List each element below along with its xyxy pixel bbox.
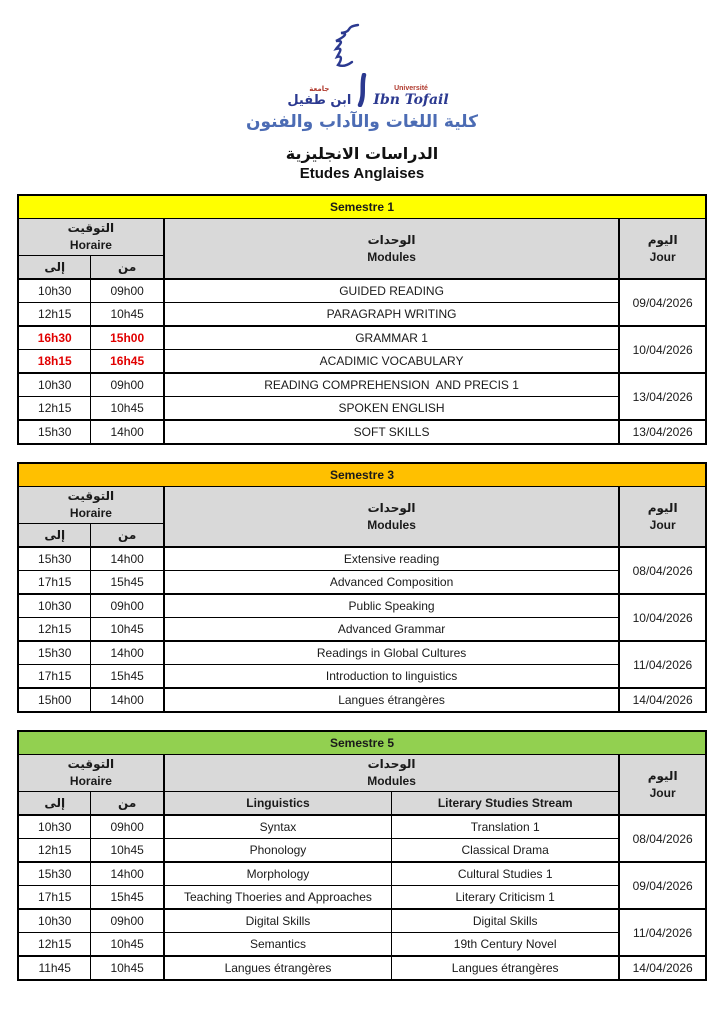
- page-title-french: Etudes Anglaises: [299, 165, 425, 182]
- col-header-horaire: التوقيت Horaire: [18, 487, 164, 524]
- time-to-cell: 15h00: [18, 688, 91, 712]
- module-cell: Translation 1: [392, 815, 620, 839]
- col-header-to: إلى: [18, 524, 91, 548]
- time-from-cell: 09h00: [91, 815, 164, 839]
- time-from-cell: 15h00: [91, 326, 164, 350]
- col-header-from: من: [91, 524, 164, 548]
- module-cell: 19th Century Novel: [392, 933, 620, 957]
- time-from-cell: 09h00: [91, 279, 164, 303]
- time-from-cell: 15h45: [91, 571, 164, 595]
- time-from-cell: 14h00: [91, 688, 164, 712]
- time-from-cell: 14h00: [91, 641, 164, 665]
- time-to-cell: 11h45: [18, 956, 91, 980]
- logo-universite-label: Université: [394, 85, 428, 92]
- col-header-jour: اليوم Jour: [619, 487, 706, 548]
- time-to-cell: 10h30: [18, 815, 91, 839]
- time-from-cell: 16h45: [91, 350, 164, 374]
- logo-ibn-tofail-script: Ibn Tofail: [373, 92, 449, 108]
- page-title-arabic: الدراسات الانجليزية: [285, 144, 439, 163]
- module-cell: Phonology: [164, 839, 392, 863]
- module-cell: GRAMMAR 1: [164, 326, 619, 350]
- module-cell: Langues étrangères: [164, 688, 619, 712]
- module-cell: READING COMPREHENSION AND PRECIS 1: [164, 373, 619, 397]
- module-cell: Semantics: [164, 933, 392, 957]
- time-from-cell: 14h00: [91, 547, 164, 571]
- module-cell: ACADIMIC VOCABULARY: [164, 350, 619, 374]
- logo-wordmark: [6, 73, 724, 107]
- date-cell: 11/04/2026: [619, 909, 706, 956]
- logo-arabic-name: [287, 86, 351, 107]
- module-cell: Classical Drama: [392, 839, 620, 863]
- semester-schedules: [0, 194, 724, 981]
- time-from-cell: 09h00: [91, 594, 164, 618]
- col-header-jour: اليوم Jour: [619, 755, 706, 816]
- col-header-to: إلى: [18, 792, 91, 816]
- semester-title: Semestre 5: [18, 731, 706, 755]
- logo-latin-name: [373, 85, 448, 107]
- module-cell: GUIDED READING: [164, 279, 619, 303]
- time-to-cell: 18h15: [18, 350, 91, 374]
- col-header-horaire: التوقيت Horaire: [18, 219, 164, 256]
- logo-alif-stroke-icon: [356, 73, 368, 107]
- time-to-cell: 15h30: [18, 641, 91, 665]
- schedule-table-semestre-5: [17, 730, 707, 981]
- time-from-cell: 10h45: [91, 839, 164, 863]
- logo-ibn-tofail-arabic: ابن طفيل: [287, 93, 352, 108]
- time-to-cell: 17h15: [18, 571, 91, 595]
- date-cell: 14/04/2026: [619, 956, 706, 980]
- col-header-from: من: [91, 792, 164, 816]
- module-cell: Introduction to linguistics: [164, 665, 619, 689]
- col-header-horaire: التوقيت Horaire: [18, 755, 164, 792]
- time-to-cell: 15h30: [18, 547, 91, 571]
- module-cell: Digital Skills: [164, 909, 392, 933]
- date-cell: 09/04/2026: [619, 862, 706, 909]
- module-cell: Extensive reading: [164, 547, 619, 571]
- time-from-cell: 10h45: [91, 397, 164, 421]
- time-from-cell: 10h45: [91, 303, 164, 327]
- date-cell: 13/04/2026: [619, 420, 706, 444]
- time-to-cell: 10h30: [18, 909, 91, 933]
- semester-title: Semestre 3: [18, 463, 706, 487]
- col-header-modules: الوحدات Modules: [164, 219, 619, 280]
- date-cell: 11/04/2026: [619, 641, 706, 688]
- date-cell: 08/04/2026: [619, 547, 706, 594]
- module-cell: Readings in Global Cultures: [164, 641, 619, 665]
- date-cell: 13/04/2026: [619, 373, 706, 420]
- module-cell: PARAGRAPH WRITING: [164, 303, 619, 327]
- time-to-cell: 15h30: [18, 862, 91, 886]
- time-to-cell: 10h30: [18, 279, 91, 303]
- time-to-cell: 10h30: [18, 594, 91, 618]
- module-cell: Public Speaking: [164, 594, 619, 618]
- time-from-cell: 10h45: [91, 956, 164, 980]
- time-to-cell: 16h30: [18, 326, 91, 350]
- col-header-stream-2: Literary Studies Stream: [392, 792, 620, 816]
- time-to-cell: 12h15: [18, 397, 91, 421]
- time-from-cell: 14h00: [91, 862, 164, 886]
- col-header-to: إلى: [18, 256, 91, 280]
- module-cell: Advanced Composition: [164, 571, 619, 595]
- time-to-cell: 17h15: [18, 665, 91, 689]
- module-cell: Advanced Grammar: [164, 618, 619, 642]
- date-cell: 08/04/2026: [619, 815, 706, 862]
- logo-calligraphy-icon: [324, 22, 368, 72]
- time-from-cell: 15h45: [91, 665, 164, 689]
- col-header-modules: الوحدات Modules: [164, 487, 619, 548]
- module-cell: Langues étrangères: [164, 956, 392, 980]
- date-cell: 10/04/2026: [619, 594, 706, 641]
- time-from-cell: 10h45: [91, 618, 164, 642]
- col-header-from: من: [91, 256, 164, 280]
- module-cell: SPOKEN ENGLISH: [164, 397, 619, 421]
- col-header-modules: الوحدات Modules: [164, 755, 619, 792]
- module-cell: Digital Skills: [392, 909, 620, 933]
- module-cell: Teaching Thoeries and Approaches: [164, 886, 392, 910]
- time-to-cell: 15h30: [18, 420, 91, 444]
- module-cell: Langues étrangères: [392, 956, 620, 980]
- time-from-cell: 15h45: [91, 886, 164, 910]
- time-to-cell: 12h15: [18, 933, 91, 957]
- module-cell: Morphology: [164, 862, 392, 886]
- col-header-stream-1: Linguistics: [164, 792, 392, 816]
- time-to-cell: 12h15: [18, 839, 91, 863]
- schedule-table-semestre-3: [17, 462, 707, 713]
- date-cell: 09/04/2026: [619, 279, 706, 326]
- time-from-cell: 09h00: [91, 373, 164, 397]
- col-header-jour: اليوم Jour: [619, 219, 706, 280]
- date-cell: 10/04/2026: [619, 326, 706, 373]
- time-from-cell: 14h00: [91, 420, 164, 444]
- time-to-cell: 10h30: [18, 373, 91, 397]
- logo-jamia-label: جامعة: [309, 85, 330, 93]
- university-logo: [0, 22, 724, 132]
- module-cell: Literary Criticism 1: [392, 886, 620, 910]
- time-to-cell: 12h15: [18, 618, 91, 642]
- schedule-table-semestre-1: [17, 194, 707, 445]
- time-from-cell: 09h00: [91, 909, 164, 933]
- module-cell: Syntax: [164, 815, 392, 839]
- semester-title: Semestre 1: [18, 195, 706, 219]
- time-to-cell: 12h15: [18, 303, 91, 327]
- time-to-cell: 17h15: [18, 886, 91, 910]
- time-from-cell: 10h45: [91, 933, 164, 957]
- date-cell: 14/04/2026: [619, 688, 706, 712]
- module-cell: Cultural Studies 1: [392, 862, 620, 886]
- module-cell: SOFT SKILLS: [164, 420, 619, 444]
- faculty-name: كلية اللغات والآداب والفنون: [246, 112, 478, 132]
